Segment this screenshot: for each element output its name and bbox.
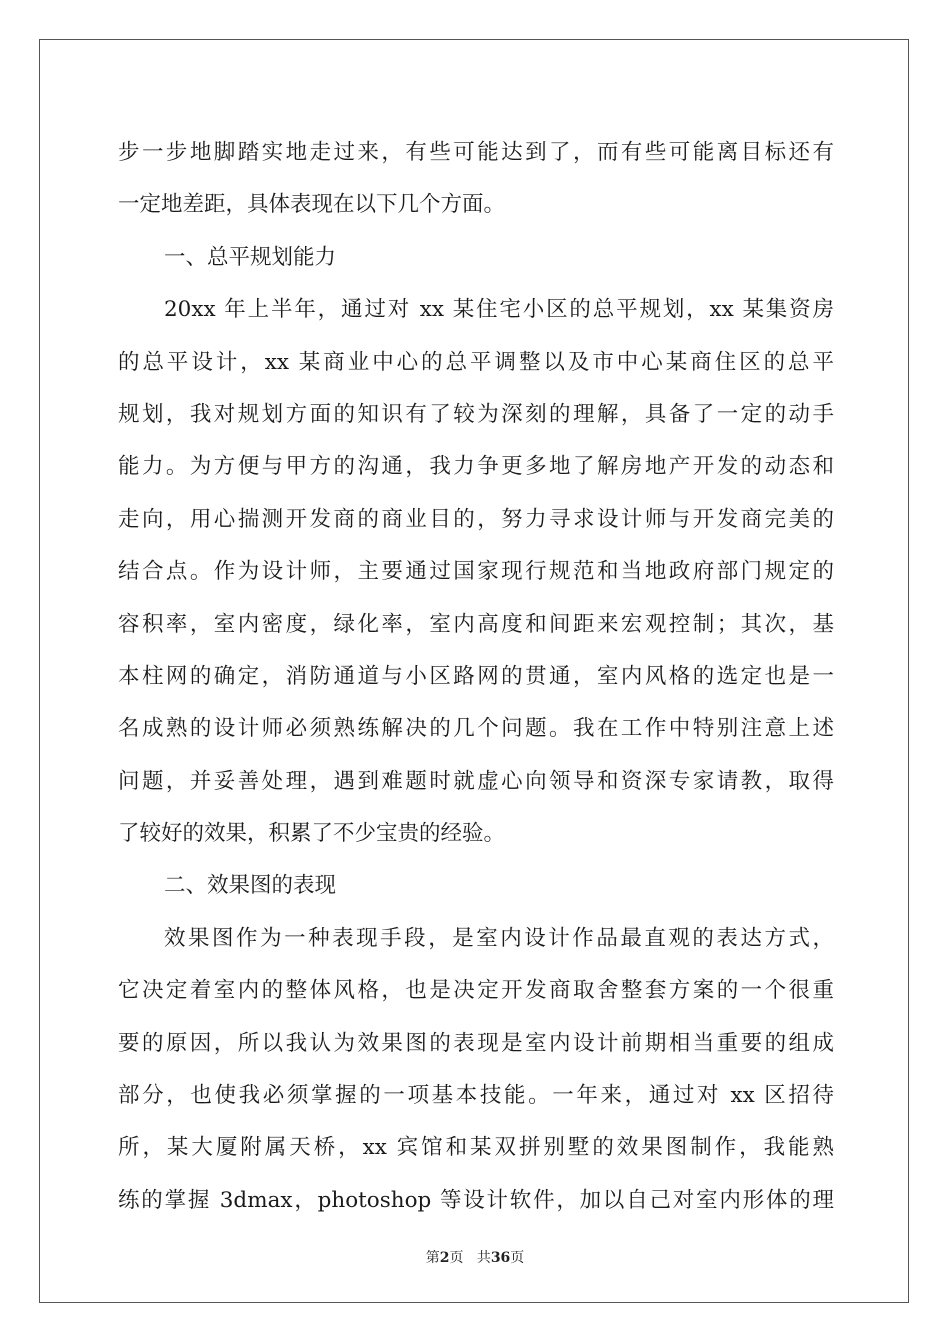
text-line: 走向，用心揣测开发商的商业目的，努力寻求设计师与开发商完美的 [118, 506, 834, 532]
total-prefix: 共 [476, 1250, 491, 1266]
text-line: 20xx 年上半年，通过对 xx 某住宅小区的总平规划，xx 某集资房 [164, 297, 834, 323]
text-line: 问题，并妥善处理，遇到难题时就虚心向领导和资深专家请教，取得 [118, 768, 834, 794]
text-line: 练的掌握 3dmax，photoshop 等设计软件，加以自己对室内形体的理 [118, 1187, 834, 1213]
page-footer [0, 1248, 950, 1268]
text-line: 效果图作为一种表现手段，是室内设计作品最直观的表达方式， [164, 925, 834, 951]
text-line: 能力。为方便与甲方的沟通，我力争更多地了解房地产开发的动态和 [118, 454, 834, 480]
text-line: 本柱网的确定，消防通道与小区路网的贯通，室内风格的选定也是一 [118, 663, 834, 689]
text-line: 步一步地脚踏实地走过来，有些可能达到了，而有些可能离目标还有 [118, 140, 834, 165]
total-pages: 36 [490, 1250, 511, 1266]
text-line: 所，某大厦附属天桥，xx 宾馆和某双拼别墅的效果图制作，我能熟 [118, 1135, 834, 1161]
text-line: 了较好的效果，积累了不少宝贵的经验。 [118, 821, 506, 847]
text-line: 部分，也使我必须掌握的一项基本技能。一年来，通过对 xx 区招待 [118, 1083, 834, 1109]
page-prefix: 第 [425, 1250, 440, 1266]
text-line: 一定地差距，具体表现在以下几个方面。 [118, 192, 506, 218]
page-suffix: 页 [449, 1250, 464, 1266]
text-line: 的总平设计，xx 某商业中心的总平调整以及市中心某商住区的总平 [118, 349, 834, 375]
total-suffix: 页 [510, 1250, 525, 1266]
text-line: 容积率，室内密度，绿化率，室内高度和间距来宏观控制；其次，基 [118, 611, 834, 637]
page-number: 2 [439, 1250, 450, 1266]
text-line: 规划，我对规划方面的知识有了较为深刻的理解，具备了一定的动手 [118, 401, 834, 427]
text-line: 要的原因，所以我认为效果图的表现是室内设计前期相当重要的组成 [118, 1030, 834, 1056]
text-line: 它决定着室内的整体风格，也是决定开发商取舍整套方案的一个很重 [118, 978, 834, 1004]
text-line: 结合点。作为设计师，主要通过国家现行规范和当地政府部门规定的 [118, 559, 834, 585]
text-line: 一、总平规划能力 [164, 244, 337, 270]
document-body [118, 127, 834, 1227]
text-line: 二、效果图的表现 [164, 873, 337, 899]
text-line: 名成熟的设计师必须熟练解决的几个问题。我在工作中特别注意上述 [118, 716, 834, 742]
